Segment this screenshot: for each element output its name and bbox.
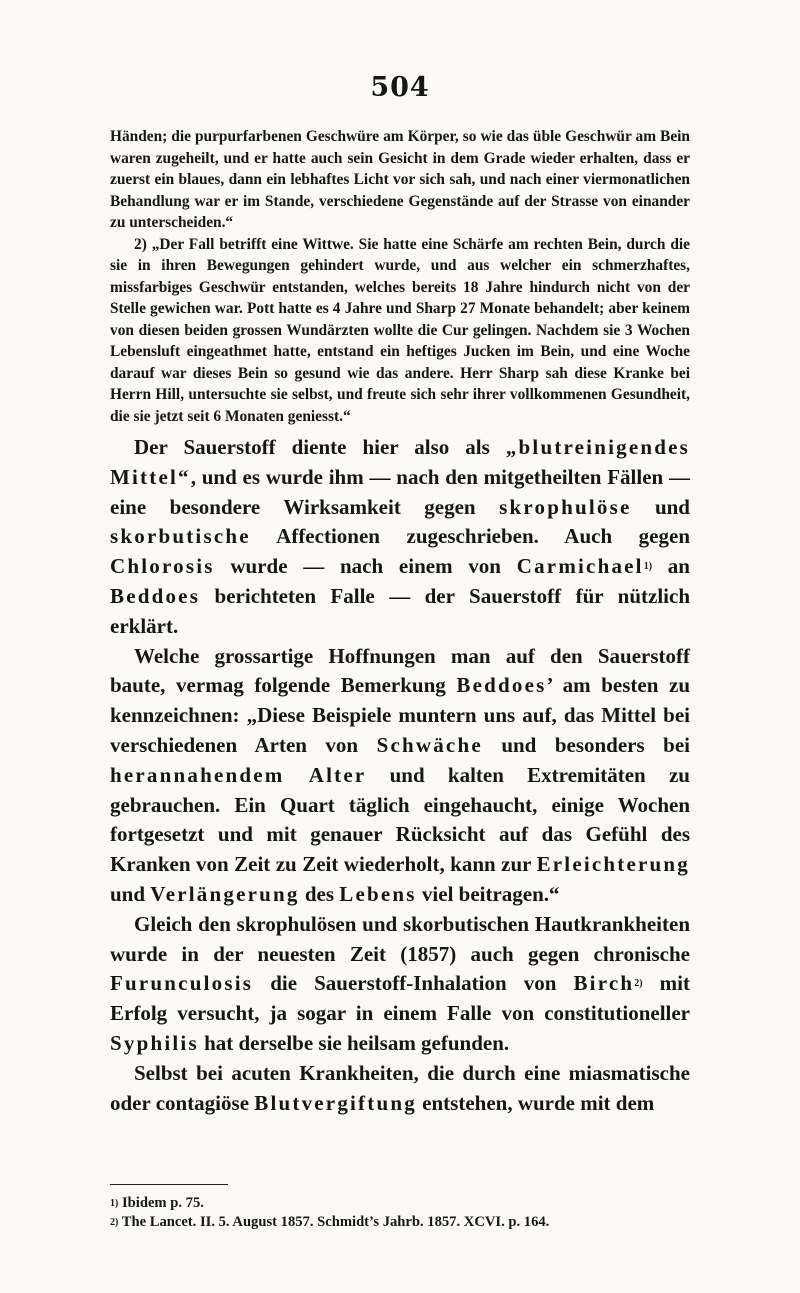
author-beddoes: Beddoes — [456, 673, 547, 698]
paragraph-acute-diseases: Selbst bei acuten Krankheiten, die durch eine miasmatische oder contagiöse Blutvergiftung entstehen, wurde mit dem — [110, 1060, 690, 1115]
author-beddoes: Beddoes — [110, 583, 201, 608]
footnotes — [110, 1194, 710, 1232]
paragraph-case-2: 2) „Der Fall betrifft eine Wittwe. Sie hatte eine Schärfe am rechten Bein, durch die sie in ihren Bewegungen gehindert wurde, und aus welcher ein schmerzhaftes, missfarbiges Geschwür entstanden, welches bereits 18 Jahre hindurch nicht von der Stelle gewichen war. Pott hatte es 4 Jahre und Sharp 27 Monate behandelt; aber keinem von diesen beiden grossen Wundärzten wollte die Cur gelingen. Nachdem sie 3 Wochen Lebensluft eingeathmet hatte, entstand ein heftiges Jucken im Bein, und eine Woche darauf war dieses Bein so gesund wie das andere. Herr Sharp sah diese Kranke bei Herrn Hill, untersuchte sie selbst, und freute sich sehr ihrer vollkommenen Gesundheit, die sie jetzt seit 6 Monaten geniesst.“ — [110, 235, 690, 425]
emphasis-schwaeche: Schwäche — [376, 732, 483, 757]
emphasis-syphilis: Syphilis — [110, 1030, 199, 1055]
emphasis-skrophuloese: skrophulöse — [499, 494, 632, 519]
footnote-text: Ibidem p. 75. — [118, 1195, 204, 1211]
footnote-ref-1: 1) — [643, 561, 653, 573]
emphasis-chlorosis: Chlorosis — [110, 554, 215, 579]
footnote-1 — [110, 1194, 710, 1213]
paragraph-oxygen-blood-cleansing: Der Sauerstoff diente hier also als „blutreinigendes Mittel“, und es wurde ihm — nach den mitgetheilten Fällen — eine besondere Wirksamkeit gegen skrophulöse und skorbutische Affectionen zugeschrieben. Auch gegen Chlorosis wurde — nach einem von Carmichael$^{1)}$ an Beddoes berichteten Falle — der Sauerstoff für nützlich erklärt. — [110, 435, 690, 638]
emphasis-verlaengerung: Verlängerung — [150, 881, 300, 906]
emphasis-skorbutische: skorbutische — [110, 524, 251, 549]
emphasis-furunculosis: Furunculosis — [110, 971, 254, 996]
emphasis-erleichterung: Erleichterung — [536, 852, 690, 877]
footnote-mark: 1) — [110, 1198, 119, 1209]
footnote-mark: 2) — [110, 1217, 119, 1228]
footnote-ref-2: 2) — [634, 978, 643, 990]
emphasis-blutreinigendes-mittel: „blutreinigendes Mittel“ — [110, 435, 690, 489]
text-column — [110, 126, 690, 1118]
page-number: 504 — [370, 72, 430, 103]
emphasis-alter: herannahendem Alter — [110, 762, 367, 787]
author-carmichael: Carmichael — [516, 554, 644, 579]
emphasis-lebens: Lebens — [339, 881, 417, 906]
paragraph-case-1-end: Händen; die purpurfarbenen Geschwüre am Körper, so wie das üble Geschwür am Bein waren zugeheilt, und er hatte auch sein Gesicht in dem Grade wieder erhalten, dass er zuerst ein blaues, dann ein lebhaftes Licht vor sich sah, und nach einer viermonatlichen Behandlung war er im Stande, verschiedene Gegenstände auf der Strasse von einander zu unterscheiden.“ — [110, 128, 690, 231]
emphasis-blutvergiftung: Blutvergiftung — [254, 1090, 417, 1115]
footnote-text: The Lancet. II. 5. August 1857. Schmidt’s Jahrb. 1857. XCVI. p. 164. — [118, 1214, 550, 1230]
author-birch: Birch — [573, 971, 635, 996]
paragraph-beddoes-remark: Welche grossartige Hoffnungen man auf den Sauerstoff baute, vermag folgende Bemerkung Beddoes’ am besten zu kennzeichnen: „Diese Beispiele muntern uns auf, das Mittel bei verschiedenen Arten von Schwäche und besonders bei herannahendem Alter und kalten Extremitäten zu gebrauchen. Ein Quart täglich eingehaucht, einige Wochen fortgesetzt und mit genauer Rücksicht auf das Gefühl des Kranken von Zeit zu Zeit wiederholt, kann zur Erleichterung und Verlängerung des Lebens viel beitragen.“ — [110, 643, 691, 906]
footnote-2 — [110, 1213, 710, 1232]
paragraph-furunculosis: Gleich den skrophulösen und skorbutischen Hautkrankheiten wurde in der neuesten Zeit (1857) auch gegen chronische Furunculosis die Sauerstoff-Inhalation von Birch$^{2)}$ mit Erfolg versucht, ja sogar in einem Falle von constitutioneller Syphilis hat derselbe sie heilsam gefunden. — [110, 911, 690, 1055]
footnote-divider — [110, 1184, 228, 1185]
